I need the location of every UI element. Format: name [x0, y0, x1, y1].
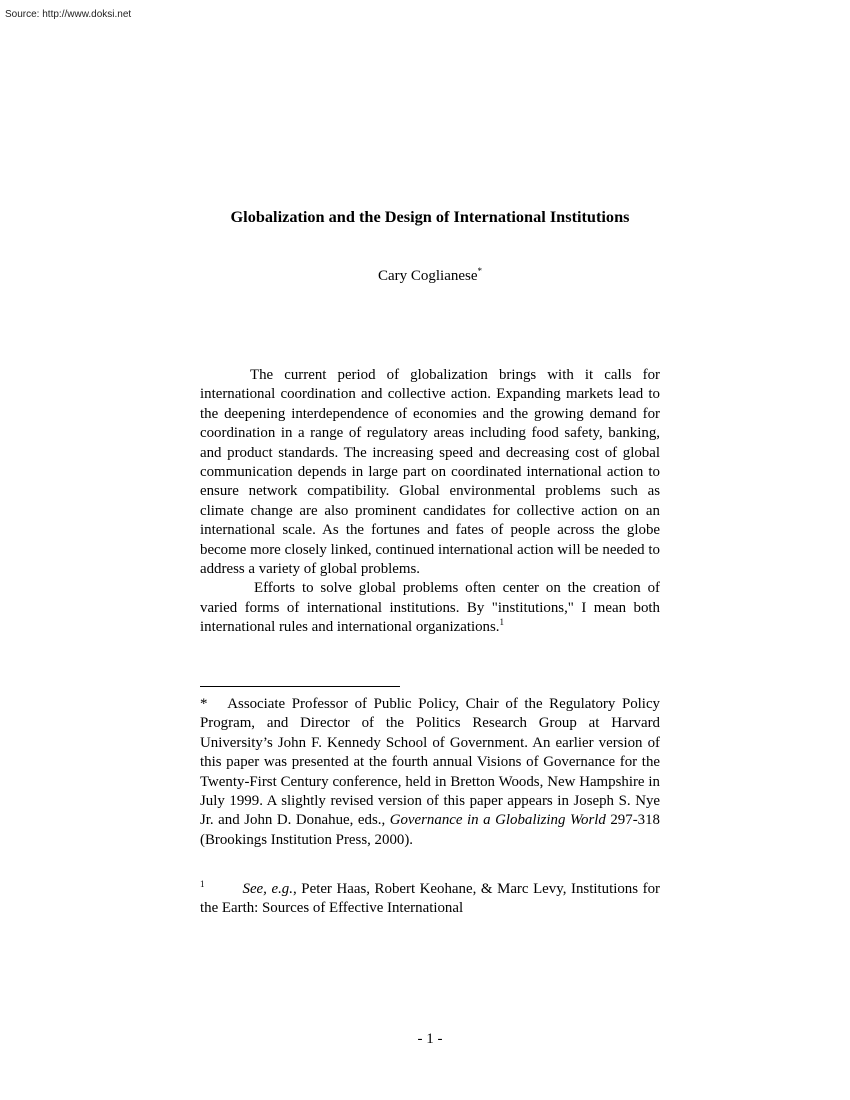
author-line [0, 268, 850, 285]
paragraph-2 [200, 579, 660, 637]
author-footnote-mark: * [477, 266, 483, 276]
paragraph-1: The current period of globalization brings with it calls for international coordination and collective action. Expanding markets lead to the deepening interdependence of economies and the growing demand for coordination in a range of regulatory areas including food safety, banking, and product standards. The increasing speed and decreasing cost of global communication depends in large part on coordinated international action to ensure network compatibility. Global environmental problems such as climate change are also prominent candidates for collective action on an international scale. As the fortunes and fates of people across the globe become more closely linked, continued international action will be needed to address a variety of global problems. [200, 367, 660, 578]
footnote-1 [200, 880, 660, 919]
body-text [200, 366, 660, 638]
footnote-book-title: Governance in a Globalizing World [389, 812, 606, 829]
footnote-1-mark: 1 [200, 879, 205, 890]
footnote-author-text: Associate Professor of Public Policy, Chair of the Regulatory Policy Program, and Director of the Politics Research Group at Harvard University’s John F. Kennedy School of Government. An earlier version of this paper was presented at the fourth annual Visions of Governance for the Twenty-First Century conference, held in Bretton Woods, New Hampshire in July 1999. A slightly revised version of this paper appears in Joseph S. Nye Jr. and John D. Donahue, eds., [200, 696, 660, 829]
page-number: - 1 - [417, 1031, 443, 1047]
paper-title: Globalization and the Design of International Institutions [230, 207, 630, 226]
footnote-separator [200, 686, 400, 687]
paragraph-2-text: Efforts to solve global problems often center on the creation of varied forms of international institutions. By "institutions," I mean both international rules and international organizations. [200, 580, 660, 636]
footnote-author-mark: * [200, 696, 208, 712]
footnote-author-text-end: 297-318 (Brookings Institution Press, 2000). [200, 812, 660, 848]
source-url: Source: http://www.doksi.net [5, 9, 132, 20]
footnote-author [200, 695, 660, 850]
footnote-ref-1: 1 [499, 617, 505, 628]
footnote-1-text: , Peter Haas, Robert Keohane, & Marc Levy, Institutions for the Earth: Sources of Effective International [200, 881, 660, 917]
footnote-1-see: See, e.g. [242, 881, 293, 897]
author-name: Cary Coglianese [377, 268, 478, 284]
